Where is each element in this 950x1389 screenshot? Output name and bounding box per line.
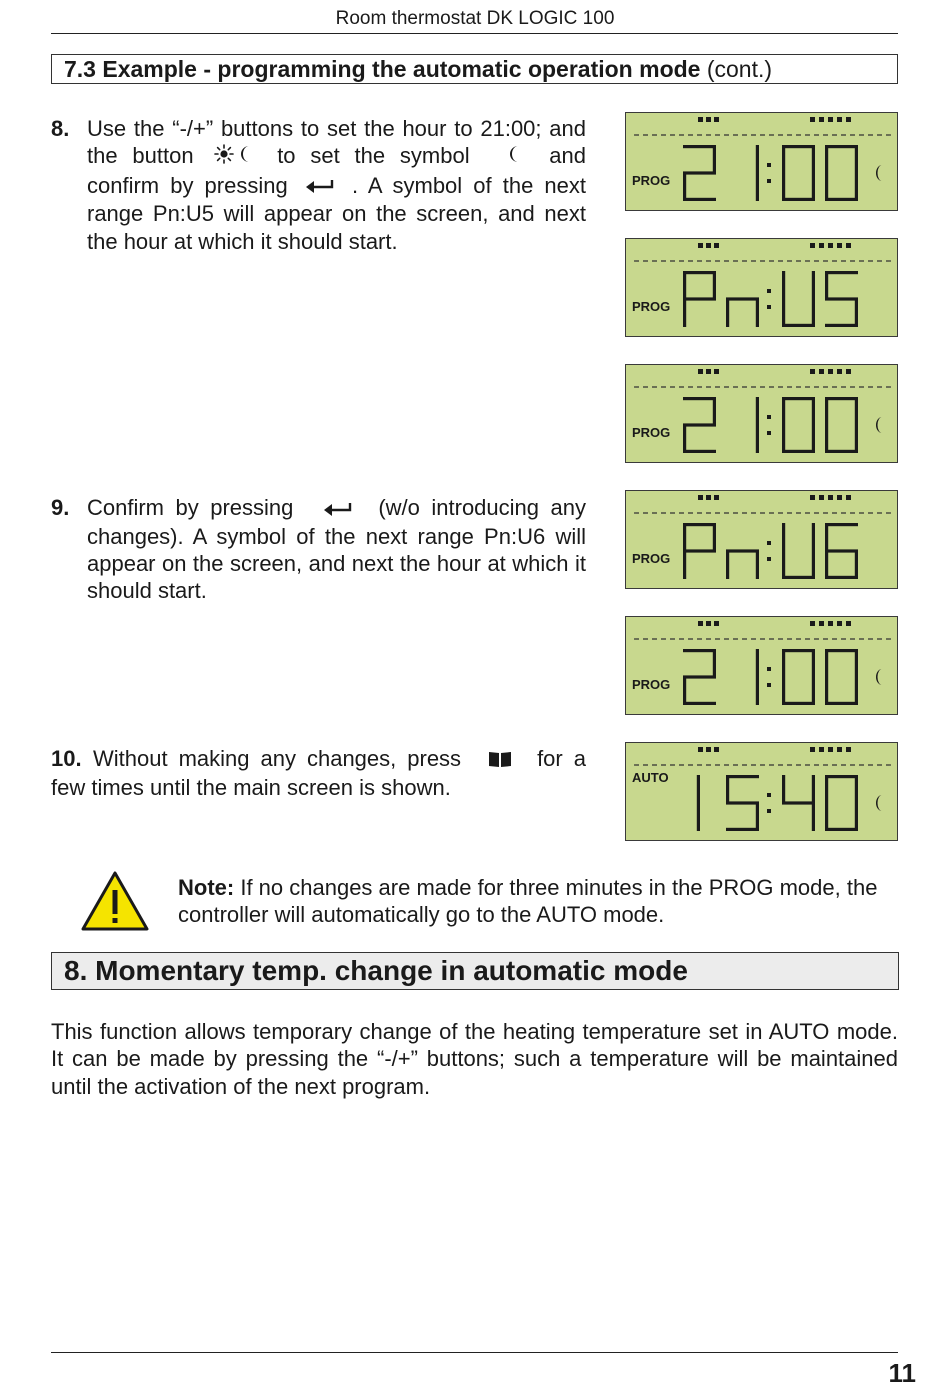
lcd-digits	[683, 649, 858, 705]
section-7-3-title: 7.3 Example - programming the automatic operation mode	[64, 56, 701, 82]
step-number: 10.	[51, 746, 82, 771]
step-8	[51, 115, 586, 255]
footer-rule	[51, 1352, 898, 1353]
step-10-text-2: for a few times until the main screen is shown.	[51, 746, 586, 800]
lcd-mode-label: PROG	[632, 173, 671, 188]
moon-icon	[876, 417, 882, 433]
page-number: 11	[888, 1358, 916, 1388]
enter-arrow-icon	[323, 496, 353, 523]
moon-icon	[876, 165, 882, 181]
warning-icon	[80, 870, 150, 937]
step-8-text-4: . A symbol of the next range Pn:U5 will appear on the screen, and next the hour at which it should start.	[87, 172, 586, 254]
lcd-digits	[683, 271, 858, 327]
step-9-text-2: (w/o introducing any changes). A symbol of the next range Pn:U6 will appear on the screen, and next the hour at which it should start.	[87, 495, 586, 604]
lcd-mode-label: PROG	[632, 425, 671, 440]
section-7-3-suffix: (cont.)	[706, 56, 773, 82]
section-8-heading: 8. Momentary temp. change in automatic mode	[51, 952, 899, 990]
sun-moon-icon	[214, 143, 256, 171]
running-header: Room thermostat DK LOGIC 100	[335, 8, 615, 29]
step-number: 8.	[51, 116, 70, 141]
lcd-digits	[683, 397, 858, 453]
moon-icon	[876, 795, 882, 811]
section-8-paragraph: This function allows temporary change of the heating temperature set in AUTO mode. It can be made by pressing the “-/+” buttons; such a temperature will be maintained until the activation of the next program.	[51, 1019, 898, 1099]
step-9	[51, 494, 586, 605]
step-9-text-1: Confirm by pressing	[87, 495, 294, 520]
lcd-mode-label: PROG	[632, 551, 671, 566]
lcd-display	[625, 490, 898, 589]
step-number: 9.	[51, 495, 70, 520]
step-8-text-2: to set the symbol	[277, 143, 470, 169]
note-text	[178, 874, 898, 929]
lcd-mode-label: AUTO	[632, 770, 669, 785]
lcd-mode-label: PROG	[632, 677, 671, 692]
lcd-display	[625, 112, 898, 211]
book-icon	[488, 747, 512, 774]
lcd-digits	[683, 523, 858, 579]
step-10	[51, 745, 586, 801]
step-10-text-1: Without making any changes, press	[93, 746, 462, 771]
enter-arrow-icon	[305, 173, 335, 200]
lcd-digits	[697, 775, 858, 831]
lcd-display	[625, 238, 898, 337]
section-7-3-heading	[51, 54, 898, 84]
note-body: If no changes are made for three minutes in the PROG mode, the controller will automatically go to the AUTO mode.	[178, 875, 878, 928]
lcd-display	[625, 616, 898, 715]
step-8-text-3: and confirm by pressing	[87, 143, 586, 198]
moon-icon	[876, 669, 882, 685]
lcd-display	[625, 742, 898, 841]
header-rule	[51, 33, 898, 34]
lcd-digits	[683, 145, 858, 201]
step-8-text-1: Use the “-/+” buttons to set the hour to 21:00; and the button	[87, 116, 586, 169]
lcd-mode-label: PROG	[632, 299, 671, 314]
lcd-display	[625, 364, 898, 463]
moon-icon	[506, 143, 520, 171]
note-label: Note:	[178, 875, 235, 900]
